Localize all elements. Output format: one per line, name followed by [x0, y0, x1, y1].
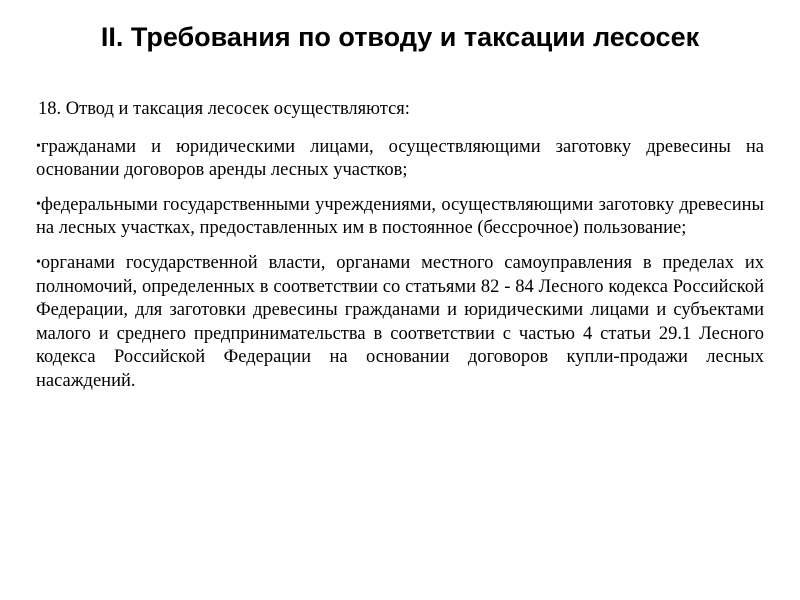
bullet-icon: • [36, 196, 41, 212]
list-item-text: гражданами и юридическими лицами, осуществляющими заготовку древесины на основании договоров аренды лесных участков; [36, 136, 764, 181]
list-item [36, 135, 764, 183]
list-item [36, 193, 764, 241]
lead-paragraph: 18. Отвод и таксация лесосек осуществляются: [38, 99, 410, 119]
slide-title: II. Требования по отводу и таксации лесосек [100, 22, 700, 52]
bullet-icon: • [36, 138, 41, 154]
list-item-text: органами государственной власти, органами местного самоуправления в пределах их полномочий, определенных в соответствии со статьями 82 - 84 Лесного кодекса Российской Федерации, для заготовки древесины гражданами и юридическими лицами и субъектами малого и среднего предпринимательства в соответствии с частью 4 статьи 29.1 Лесного кодекса Российской Федерации на основании договоров купли-продажи лесных насаждений. [36, 252, 764, 391]
list-item [36, 251, 764, 394]
slide-body [36, 98, 764, 404]
bullet-icon: • [36, 254, 41, 270]
list-item-text: федеральными государственными учреждениями, осуществляющими заготовку древесины на лесных участках, предоставленных им в постоянное (бессрочное) пользование; [36, 194, 764, 239]
